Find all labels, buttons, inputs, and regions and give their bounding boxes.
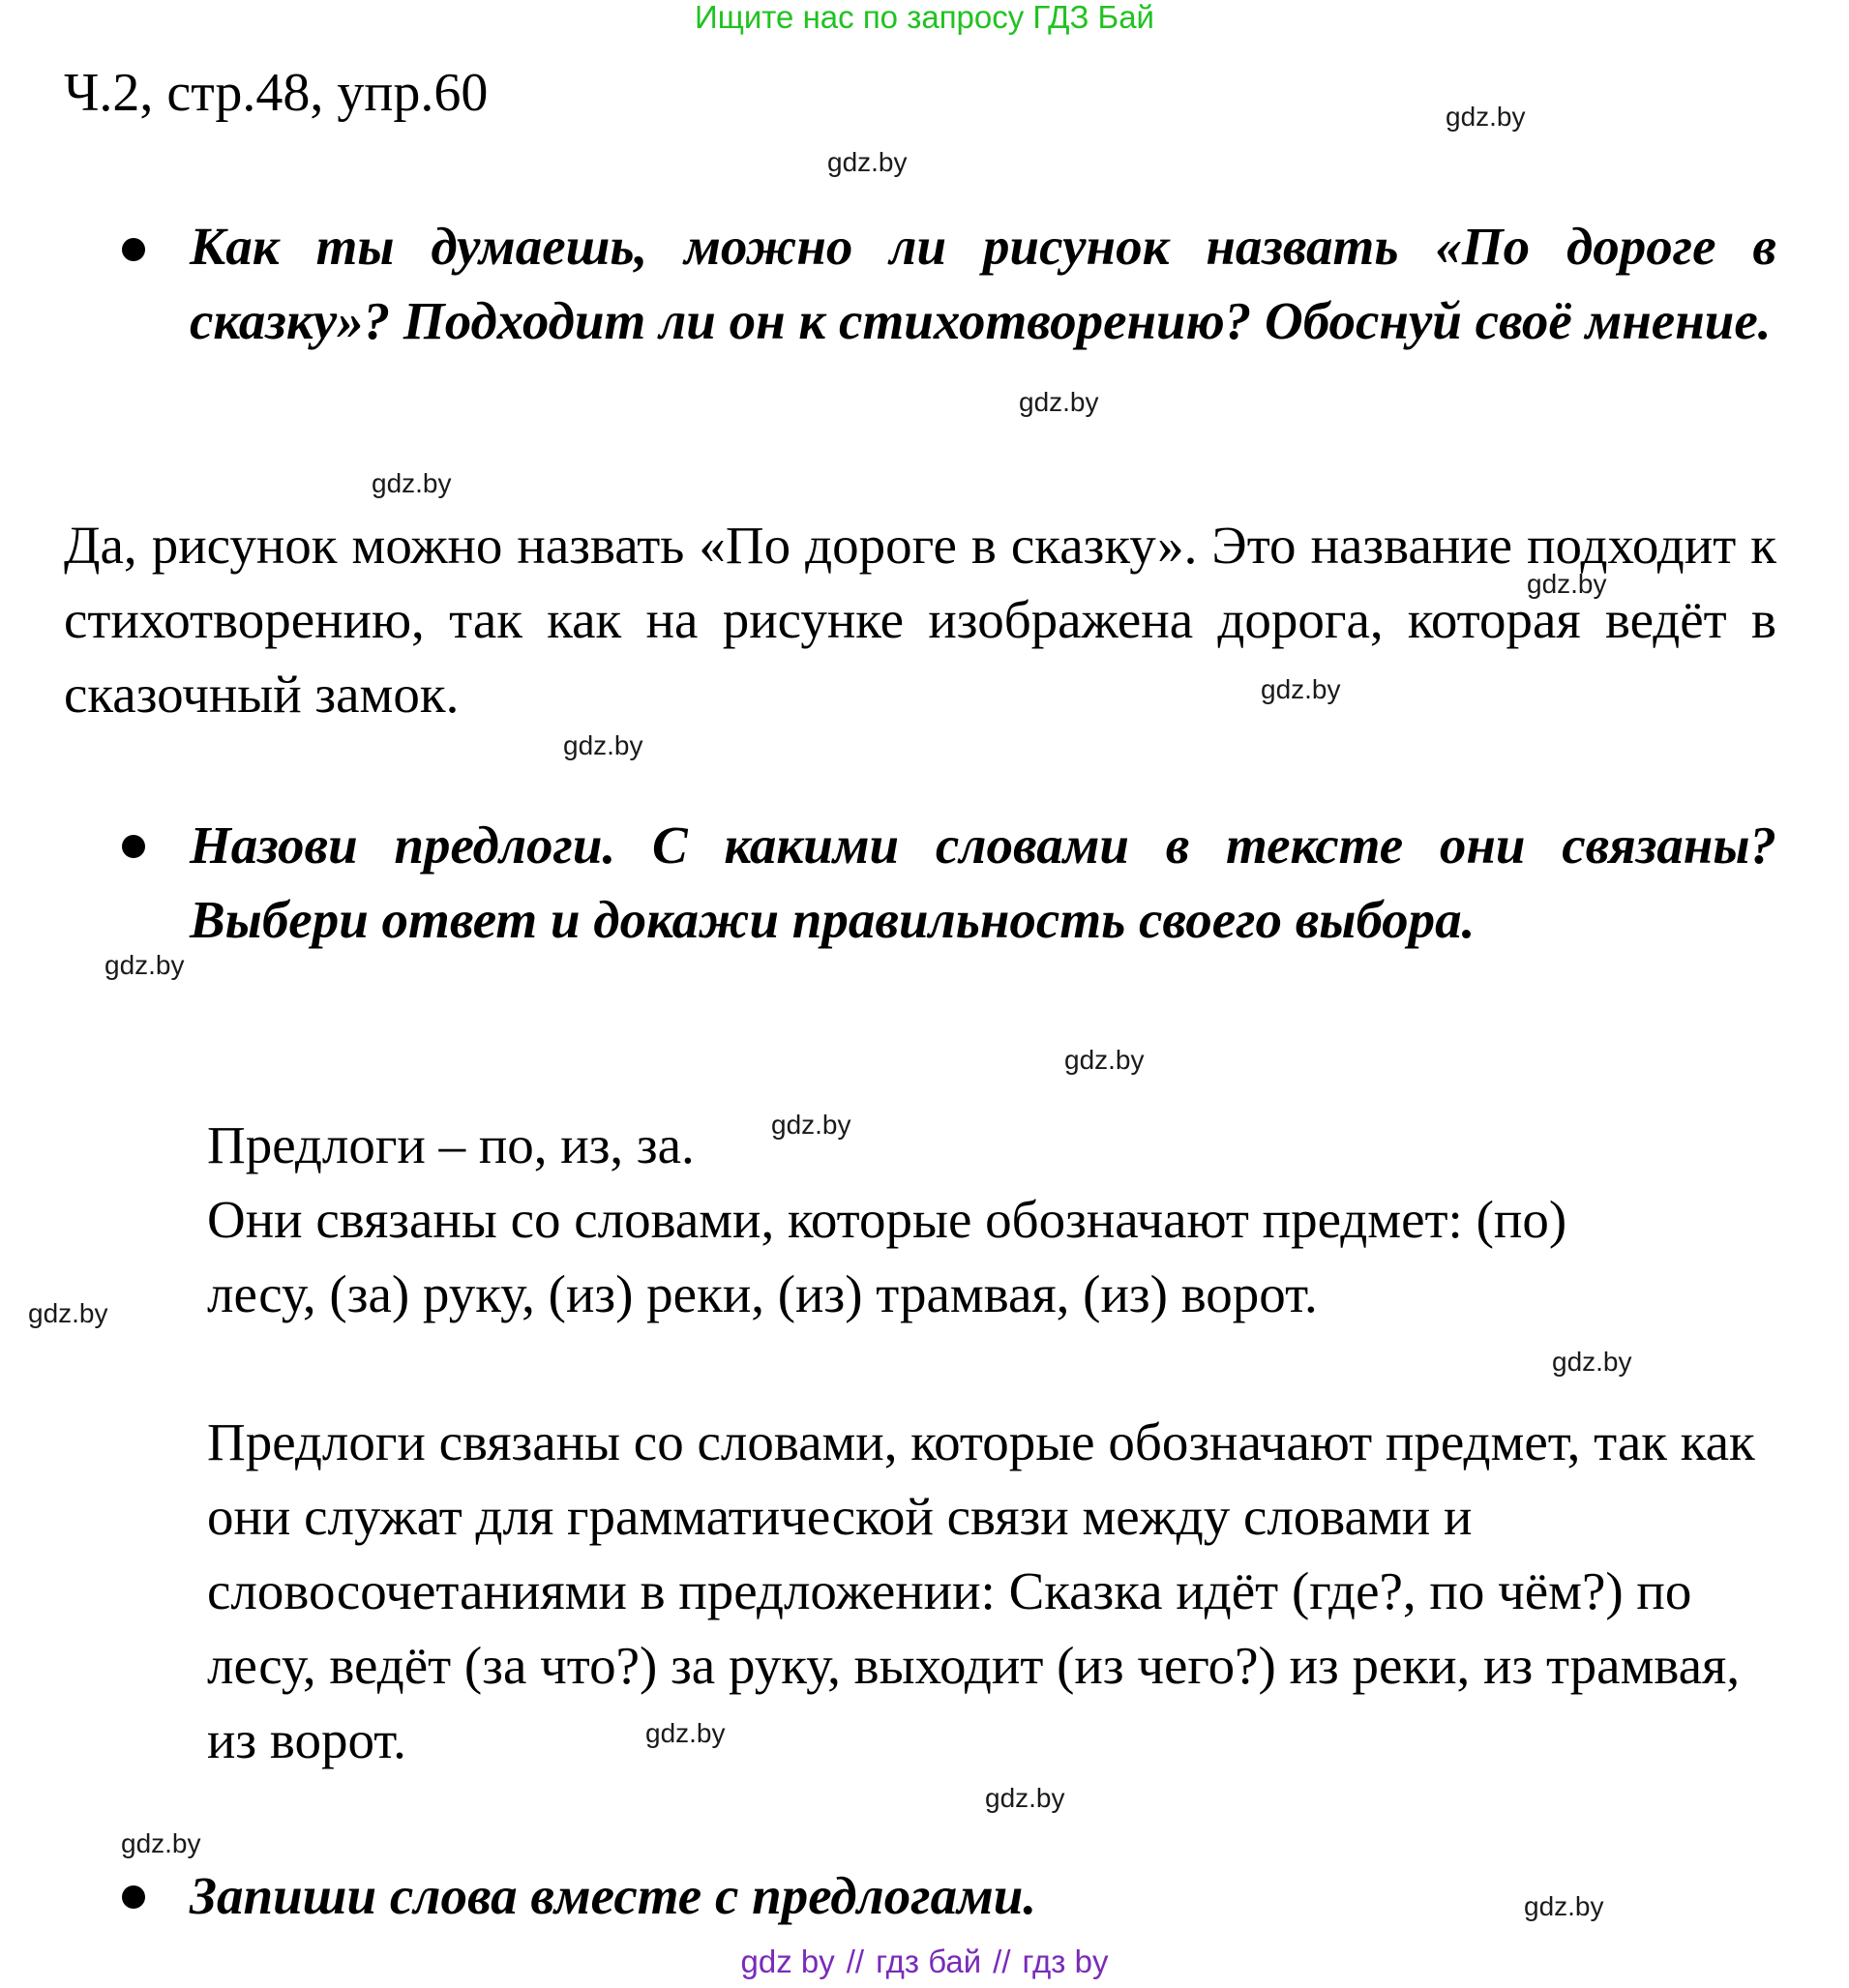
question-3: Запиши слова вместе с предлогами. [190, 1866, 1037, 1925]
watermark: gdz.by [1527, 569, 1607, 599]
watermark: gdz.by [28, 1298, 108, 1328]
bullet-icon [122, 835, 145, 858]
watermark: gdz.by [1261, 674, 1341, 704]
watermark: gdz.by [827, 147, 908, 177]
watermark: gdz.by [1524, 1891, 1604, 1921]
search-banner[interactable]: Ищите нас по запросу ГДЗ Бай [695, 0, 1154, 35]
question-2: Назови предлоги. С какими словами в тексте они связаны? Выбери ответ и докажи правильность своего выбора. [190, 816, 1776, 949]
footer-link-gdz-bai[interactable]: гдз бай [876, 1943, 982, 1979]
footer-separator: // [993, 1943, 1011, 1979]
footer-link-gdz-by-cyr[interactable]: гдз by [1022, 1943, 1109, 1979]
answer-2-connections: Они связаны со словами, которые обозначают предмет: (по) лесу, (за) руку, (из) реки, (из) трамвая, (из) ворот. [207, 1190, 1567, 1323]
watermark: gdz.by [1064, 1045, 1145, 1075]
watermark: gdz.by [1446, 102, 1526, 132]
watermark: gdz.by [563, 730, 643, 760]
watermark: gdz.by [645, 1718, 726, 1748]
bullet-icon [122, 238, 145, 261]
watermark: gdz.by [1552, 1347, 1632, 1377]
watermark: gdz.by [1019, 387, 1099, 417]
answer-2-prepositions: Предлоги – по, из, за. [207, 1115, 695, 1174]
watermark: gdz.by [771, 1110, 851, 1140]
watermark: gdz.by [372, 468, 452, 498]
watermark: gdz.by [985, 1783, 1065, 1813]
answer-2-explanation: Предлоги связаны со словами, которые обозначают предмет, так как они служат для грамматической связи между словами и словосочетаниями в предложении: Сказка идёт (где?, по чём?) по лесу, ведёт (за что?) за руку, выходит (из чего?) из реки, из трамвая, из ворот. [207, 1412, 1755, 1769]
watermark: gdz.by [121, 1828, 201, 1858]
question-1: Как ты думаешь, можно ли рисунок назвать «По дороге в сказку»? Подходит ли он к стихотворению? Обоснуй своё мнение. [190, 217, 1776, 350]
watermark: gdz.by [104, 950, 185, 980]
exercise-heading: Ч.2, стр.48, упр.60 [64, 63, 489, 123]
footer-link-gdz-by[interactable]: gdz by [740, 1943, 835, 1979]
footer-links [0, 1943, 1849, 1981]
bullet-icon [122, 1885, 145, 1909]
answer-1: Да, рисунок можно назвать «По дороге в сказку». Это название подходит к стихотворению, так как на рисунке изображена дорога, которая ведёт в сказочный замок. [64, 516, 1776, 724]
footer-separator: // [846, 1943, 865, 1979]
